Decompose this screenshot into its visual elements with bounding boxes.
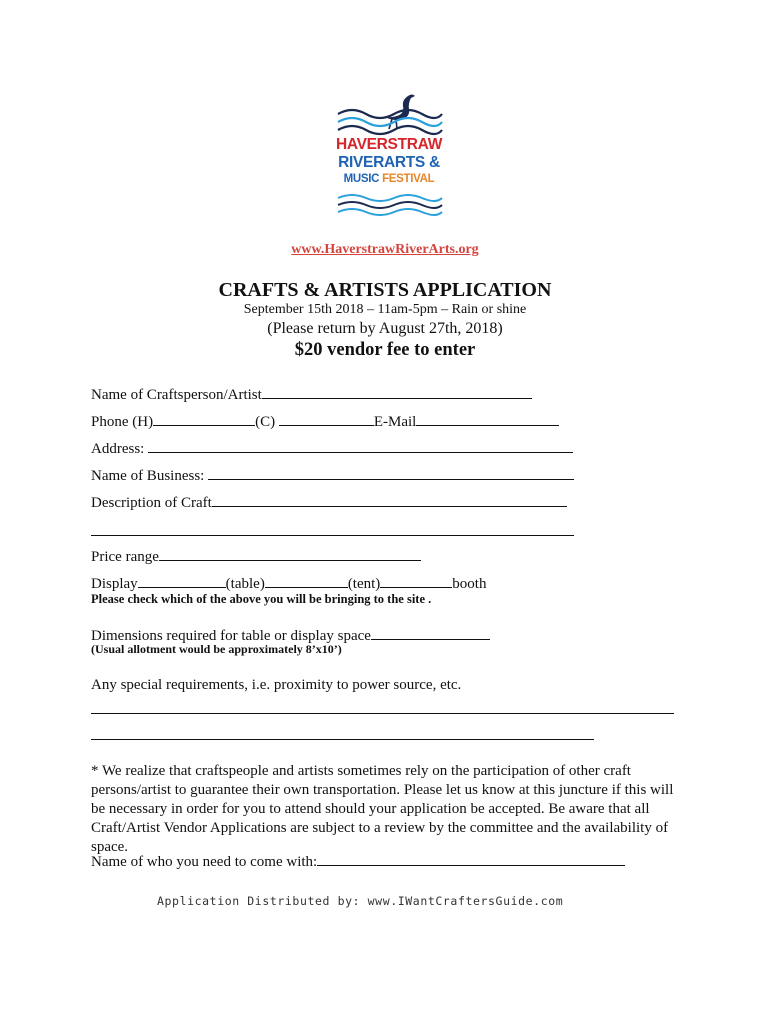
website-link[interactable]: www.HaverstrawRiverArts.org (291, 242, 479, 257)
special-requirements-line-1[interactable] (91, 713, 674, 714)
description-field (91, 492, 567, 512)
description-input[interactable] (212, 492, 567, 507)
name-input[interactable] (262, 384, 532, 399)
heron-icon (330, 92, 448, 138)
display-label: Display (91, 576, 138, 592)
email-input[interactable] (416, 411, 559, 426)
return-deadline: (Please return by August 27th, 2018) (267, 320, 503, 337)
business-field (91, 465, 574, 485)
companion-field (91, 851, 625, 871)
name-label: Name of Craftsperson/Artist (91, 387, 262, 403)
special-requirements-line-2[interactable] (91, 739, 594, 740)
phone-cell-input[interactable] (279, 411, 374, 426)
business-input[interactable] (208, 465, 574, 480)
table-label: (table) (225, 576, 265, 592)
vendor-fee: $20 vendor fee to enter (294, 340, 476, 360)
description-line-2[interactable] (91, 535, 574, 536)
tent-label: (tent) (347, 576, 381, 592)
logo-line-3 (330, 173, 448, 185)
price-input[interactable] (159, 546, 421, 561)
companion-label: Name of who you need to come with: (91, 854, 318, 870)
phone-home-input[interactable] (153, 411, 255, 426)
companion-input[interactable] (317, 851, 625, 866)
dimensions-note: (Usual allotment would be approximately 8’x10’) (91, 642, 342, 656)
price-field (91, 546, 421, 566)
special-requirements-label: Any special requirements, i.e. proximity to power source, etc. (91, 677, 462, 693)
table-checkbox[interactable] (138, 573, 226, 588)
distribution-footer: Application Distributed by: www.IWantCraftersGuide.com (157, 894, 564, 908)
name-field (91, 384, 532, 404)
business-label: Name of Business: (91, 468, 205, 484)
tent-checkbox[interactable] (265, 573, 348, 588)
address-label: Address: (91, 441, 145, 457)
address-field (91, 438, 573, 458)
festival-logo (330, 92, 448, 222)
booth-checkbox[interactable] (380, 573, 452, 588)
logo-music: MUSIC (343, 173, 380, 185)
logo-line-1: HAVERSTRAW (335, 136, 443, 153)
dimensions-input[interactable] (371, 625, 490, 640)
phone-row (91, 411, 559, 431)
page-title: CRAFTS & ARTISTS APPLICATION (218, 279, 552, 301)
dimensions-label: Dimensions required for table or display space (91, 628, 371, 644)
email-label: E-Mail (373, 414, 417, 430)
wave-icon (330, 192, 448, 220)
display-note: Please check which of the above you will be bringing to the site . (91, 592, 432, 606)
booth-label: booth (452, 576, 487, 592)
price-label: Price range (91, 549, 159, 565)
address-input[interactable] (148, 438, 573, 453)
display-row (91, 573, 486, 593)
phone-cell-label: (C) (255, 414, 276, 430)
phone-home-label: Phone (H) (91, 414, 154, 430)
description-label: Description of Craft (91, 495, 212, 511)
logo-line-2: RIVERARTS & (338, 154, 440, 171)
logo-festival: FESTIVAL (382, 173, 435, 185)
transportation-note: * We realize that craftspeople and artists sometimes rely on the participation of other craft persons/artist to guarantee their own transportation. Please let us know at this juncture if this will be necessary in order for you to attend should your application be accepted. Be aware that all Craft/Artist Vendor Applications are subject to a review by the committee and the availability of space. (91, 763, 674, 855)
event-date: September 15th 2018 – 11am-5pm – Rain or shine (243, 302, 527, 317)
